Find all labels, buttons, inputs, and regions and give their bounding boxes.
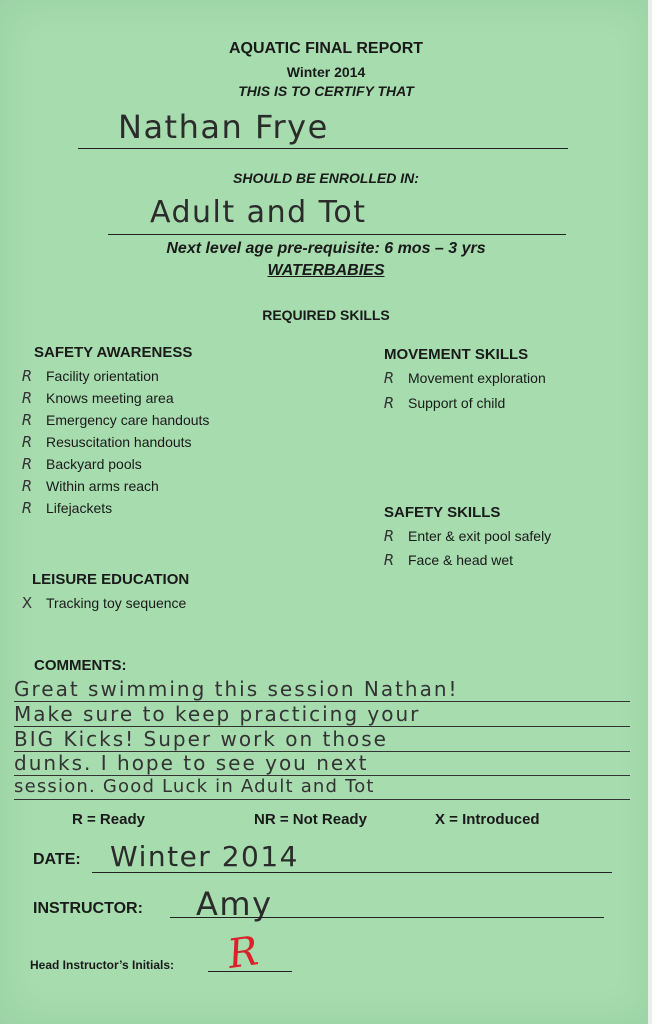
- skill-row: [380, 367, 546, 389]
- skill-mark: R: [383, 551, 395, 569]
- skill-label: Backyard pools: [46, 456, 142, 472]
- safety-skills-heading: SAFETY SKILLS: [384, 504, 501, 521]
- skill-label: Lifejackets: [46, 500, 113, 516]
- skill-row: [380, 525, 551, 547]
- skill-row: [18, 592, 189, 614]
- head-initials-value: R: [224, 928, 262, 978]
- skill-row: [18, 387, 209, 409]
- comments-heading: COMMENTS:: [34, 657, 127, 674]
- name-underline: [78, 148, 568, 149]
- safety-skills-section: [380, 504, 551, 571]
- skill-row: [18, 431, 209, 453]
- skill-mark: R: [383, 527, 395, 545]
- skill-row: [18, 475, 209, 497]
- comment-text: Great swimming this session Nathan!: [14, 677, 459, 701]
- skill-row: [18, 365, 209, 387]
- date-label: DATE:: [33, 851, 81, 868]
- skill-label: Face & head wet: [408, 552, 514, 568]
- required-skills-heading: REQUIRED SKILLS: [262, 307, 390, 323]
- skill-label: Resuscitation handouts: [46, 434, 192, 450]
- skill-label: Within arms reach: [46, 478, 159, 494]
- comment-text: BIG Kicks! Super work on those: [14, 727, 388, 751]
- skill-label: Emergency care handouts: [46, 412, 210, 428]
- comment-text: Make sure to keep practicing your: [14, 702, 421, 726]
- skill-label: Facility orientation: [46, 368, 159, 384]
- legend-introduced: X = Introduced: [435, 811, 540, 828]
- date-value: Winter 2014: [110, 840, 299, 873]
- comment-line: [14, 703, 630, 725]
- skill-row: [18, 453, 209, 475]
- date-underline: [92, 872, 612, 873]
- skill-row: [380, 392, 546, 414]
- skill-mark: R: [21, 433, 33, 451]
- skill-mark: R: [21, 367, 33, 385]
- skill-mark: R: [21, 455, 33, 473]
- skill-label: Tracking toy sequence: [46, 595, 187, 611]
- instructor-value: Amy: [196, 885, 273, 923]
- skill-mark: R: [383, 394, 395, 412]
- safety-awareness-section: [18, 344, 209, 519]
- skill-mark: R: [21, 411, 33, 429]
- legend-not-ready: NR = Not Ready: [254, 811, 367, 828]
- leisure-education-heading: LEISURE EDUCATION: [32, 571, 190, 588]
- report-season: Winter 2014: [286, 64, 366, 80]
- comment-line: [14, 678, 630, 700]
- skill-mark: X: [21, 594, 33, 612]
- movement-skills-heading: MOVEMENT SKILLS: [384, 346, 529, 363]
- program-name: WATERBABIES: [267, 262, 385, 279]
- enrolled-level: Adult and Tot: [150, 195, 367, 230]
- comment-line: [14, 728, 630, 750]
- skill-label: Knows meeting area: [46, 390, 174, 406]
- skill-label: Support of child: [408, 395, 506, 411]
- legend-ready: R = Ready: [72, 811, 145, 828]
- skill-row: [18, 409, 209, 431]
- skill-mark: R: [21, 477, 33, 495]
- safety-awareness-heading: SAFETY AWARENESS: [34, 344, 193, 361]
- leisure-education-section: [18, 571, 189, 614]
- comment-line: [14, 776, 630, 798]
- skill-row: [380, 549, 551, 571]
- movement-skills-section: [380, 346, 546, 414]
- skill-label: Movement exploration: [408, 370, 546, 386]
- skill-mark: R: [383, 369, 395, 387]
- head-initials-label: Head Instructor’s Initials:: [30, 958, 175, 972]
- report-title: AQUATIC FINAL REPORT: [228, 40, 424, 57]
- instructor-label: INSTRUCTOR:: [33, 900, 143, 917]
- enroll-label: SHOULD BE ENROLLED IN:: [233, 170, 419, 186]
- level-underline: [108, 234, 566, 235]
- certify-text: THIS IS TO CERTIFY THAT: [238, 83, 414, 99]
- comment-text: dunks. I hope to see you next: [14, 751, 369, 775]
- age-prerequisite: Next level age pre-requisite: 6 mos – 3 yrs: [166, 240, 486, 257]
- instructor-underline: [170, 917, 604, 918]
- initials-underline: [208, 971, 292, 972]
- skill-row: [18, 497, 209, 519]
- comment-line: [14, 752, 630, 774]
- skill-mark: R: [21, 499, 33, 517]
- skill-label: Enter & exit pool safely: [408, 528, 552, 544]
- skill-mark: R: [21, 389, 33, 407]
- student-name: Nathan Frye: [118, 108, 329, 146]
- comment-text: session. Good Luck in Adult and Tot: [14, 776, 375, 797]
